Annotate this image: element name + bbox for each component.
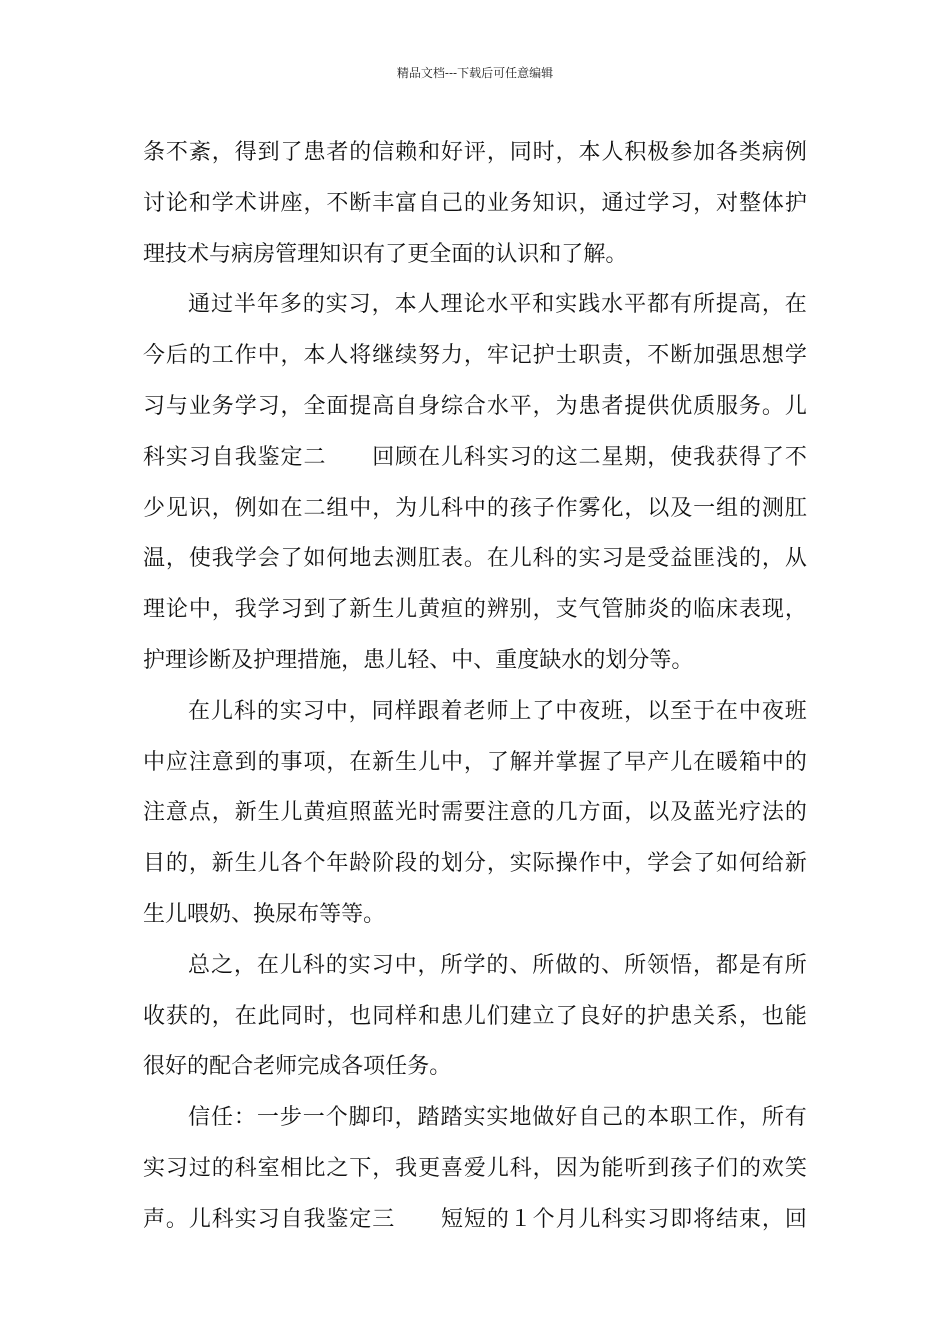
body-text	[143, 128, 807, 1246]
text-line: 通 过 半 年 多 的 实 习 ， 本 人 理 论 水 平 和 实 践 水 平 都 有 所 提 高 ， 在	[188, 292, 807, 318]
text-line: 收 获 的 ， 在 此 同 时 ， 也 同 样 和 患 儿 们 建 立 了 良 好 的 护 患 关 系 ， 也 能	[143, 1003, 807, 1029]
text-line: 实 习 过 的 科 室 相 比 之 下 ， 我 更 喜 爱 儿 科 ， 因 为 能 听 到 孩 子 们 的 欢 笑	[143, 1155, 807, 1181]
text-line: 信 任 ： 一 步 一 个 脚 印 ， 踏 踏 实 实 地 做 好 自 己 的 本 职 工 作 ， 所 有	[188, 1105, 807, 1131]
text-line: 今 后 的 工 作 中 ， 本 人 将 继 续 努 力 ， 牢 记 护 士 职 责 ， 不 断 加 强 思 想 学	[143, 343, 807, 369]
text-line: 注 意 点 ， 新 生 儿 黄 疸 照 蓝 光 时 需 要 注 意 的 几 方 面 ， 以 及 蓝 光 疗 法 的	[143, 800, 807, 826]
text-line: 总 之 ， 在 儿 科 的 实 习 中 ， 所 学 的 、 所 做 的 、 所 领 悟 ， 都 是 有 所	[188, 952, 807, 978]
text-line: 讨 论 和 学 术 讲 座 ， 不 断 丰 富 自 己 的 业 务 知 识 ， 通 过 学 习 ， 对 整 体 护	[143, 190, 807, 216]
text-line: 护 理 诊 断 及 护 理 措 施 ， 患 儿 轻 、 中 、 重 度 缺 水 的 划 分 等 。	[143, 647, 694, 673]
text-line: 在 儿 科 的 实 习 中 ， 同 样 跟 着 老 师 上 了 中 夜 班 ， 以 至 于 在 中 夜 班	[188, 698, 807, 724]
text-line: 目 的 ， 新 生 儿 各 个 年 龄 阶 段 的 划 分 ， 实 际 操 作 中 ， 学 会 了 如 何 给 新	[143, 851, 807, 877]
text-line: 少 见 识 ， 例 如 在 二 组 中 ， 为 儿 科 中 的 孩 子 作 雾 化 ， 以 及 一 组 的 测 肛	[143, 495, 807, 521]
text-line: 很 好 的 配 合 老 师 完 成 各 项 任 务 。	[143, 1054, 452, 1080]
text-line: 生 儿 喂 奶 、 换 尿 布 等 等 。	[143, 901, 386, 927]
text-line: 条 不 紊 ， 得 到 了 患 者 的 信 赖 和 好 评 ， 同 时 ， 本 人 积 极 参 加 各 类 病 例	[143, 140, 807, 165]
text-line: 科 实 习 自 我 鉴 定 二 回 顾 在 儿 科 实 习 的 这 二 星 期 ， 使 我 获 得 了 不	[143, 444, 807, 470]
text-line: 声 。 儿 科 实 习 自 我 鉴 定 三 短 短 的 １ 个 月 儿 科 实 习 即 将 结 束 ， 回	[143, 1206, 807, 1232]
page-header: 精品文档---下载后可任意编辑	[396, 66, 554, 80]
text-line: 理 技 术 与 病 房 管 理 知 识 有 了 更 全 面 的 认 识 和 了 解 。	[143, 241, 628, 267]
text-line: 中 应 注 意 到 的 事 项 ， 在 新 生 儿 中 ， 了 解 并 掌 握 了 早 产 儿 在 暖 箱 中 的	[143, 749, 807, 775]
text-line: 习 与 业 务 学 习 ， 全 面 提 高 自 身 综 合 水 平 ， 为 患 者 提 供 优 质 服 务 。 儿	[143, 393, 807, 419]
text-line: 理 论 中 ， 我 学 习 到 了 新 生 儿 黄 疸 的 辨 别 ， 支 气 管 肺 炎 的 临 床 表 现 ，	[143, 597, 807, 623]
text-line: 温 ， 使 我 学 会 了 如 何 地 去 测 肛 表 。 在 儿 科 的 实 习 是 受 益 匪 浅 的 ， 从	[143, 546, 807, 572]
